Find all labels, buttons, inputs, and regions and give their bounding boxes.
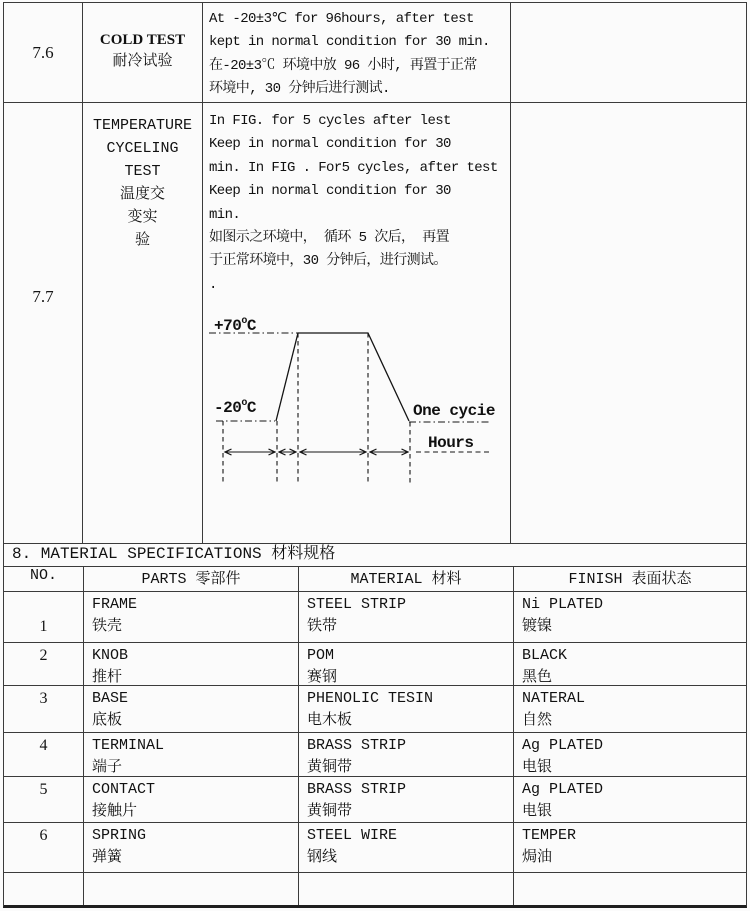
desc-line: 环境中, 30 分钟后进行测试.	[209, 81, 390, 98]
cell-material	[299, 823, 514, 872]
part-cn: 铁壳	[92, 618, 123, 635]
low-temp-label: -20$^o$C	[214, 398, 256, 417]
test-name-line: CYCELING	[106, 140, 179, 157]
material-cn: 电木板	[307, 712, 353, 729]
header-finish: FINISH 表面状态	[568, 571, 692, 588]
part-cn: 弹簧	[92, 849, 123, 866]
test-number: 7.7	[32, 287, 54, 306]
cell-no: 6	[4, 823, 84, 872]
desc-line: Keep in normal condition for 30	[209, 183, 451, 200]
finish-cn: 黑色	[522, 669, 553, 686]
cell-no: 5	[4, 777, 84, 822]
material-cn: 钢线	[307, 849, 338, 866]
header-parts: PARTS 零部件	[84, 567, 299, 591]
cell-finish	[514, 592, 746, 642]
finish-en: NATERAL	[522, 690, 586, 707]
cell-blank	[4, 873, 84, 905]
cell-material	[299, 592, 514, 642]
temperature-cycle-diagram	[203, 293, 510, 493]
test-conditions-table	[3, 2, 747, 544]
table-row-contact	[4, 777, 746, 823]
cell-no: 3	[4, 686, 84, 732]
cell-no: 2	[4, 643, 84, 685]
table-row-temperature-cycling-test	[4, 103, 746, 543]
material-en: BRASS STRIP	[307, 781, 407, 798]
desc-line: min.	[209, 206, 241, 223]
test-name-line: 变实	[127, 209, 158, 226]
cell-finish	[514, 733, 746, 776]
cell-blank	[514, 873, 746, 905]
part-en: SPRING	[92, 827, 147, 844]
header-material: MATERIAL 材料	[299, 567, 514, 591]
desc-line: Keep in normal condition for 30	[209, 136, 451, 153]
part-en: KNOB	[92, 647, 129, 664]
finish-en: Ag PLATED	[522, 781, 604, 798]
cell-finish	[514, 777, 746, 822]
test-name-line: 耐冷试验	[112, 53, 173, 70]
material-cn: 赛钢	[307, 669, 338, 686]
cell-material	[299, 643, 514, 685]
cell-material	[299, 686, 514, 732]
material-cn: 铁带	[307, 618, 338, 635]
part-en: BASE	[92, 690, 129, 707]
material-cn: 黄铜带	[307, 759, 353, 776]
material-en: BRASS STRIP	[307, 737, 407, 754]
finish-en: Ni PLATED	[522, 596, 604, 613]
cell-test-description	[203, 103, 511, 543]
test-name-line: COLD TEST	[99, 32, 186, 48]
cell-test-description	[203, 3, 511, 102]
header-no: NO.	[4, 567, 84, 591]
test-name-line: TEST	[124, 163, 161, 180]
test-name-line: 温度交	[119, 186, 165, 203]
part-en: CONTACT	[92, 781, 156, 798]
desc-line: At -20±3℃ for 96hours, after test	[209, 11, 474, 27]
desc-line: .	[209, 276, 217, 293]
test-description	[203, 3, 510, 102]
finish-en: BLACK	[522, 647, 568, 664]
cell-test-number	[4, 103, 83, 543]
finish-cn: 电银	[522, 803, 553, 820]
part-en: FRAME	[92, 596, 138, 613]
desc-line: In FIG. for 5 cycles after lest	[209, 113, 451, 129]
part-cn: 端子	[92, 759, 123, 776]
part-cn: 推杆	[92, 669, 123, 686]
cell-blank	[511, 3, 746, 102]
cell-part	[84, 686, 299, 732]
material-en: STEEL STRIP	[307, 596, 407, 613]
high-temp-label: $+70^oC$	[214, 316, 256, 335]
cell-test-name	[83, 3, 203, 102]
cell-no: 4	[4, 733, 84, 776]
test-name-line: 验	[134, 232, 150, 249]
cell-no: 1	[4, 592, 84, 642]
table-row-knob	[4, 643, 746, 686]
desc-line: 在-20±3℃ 环境中放 96 小时, 再置于正常	[209, 57, 477, 74]
test-description	[203, 103, 510, 297]
test-number: 7.6	[32, 42, 54, 62]
cell-part	[84, 777, 299, 822]
finish-cn: 自然	[522, 712, 553, 729]
desc-line: kept in normal condition for 30 min.	[209, 34, 490, 51]
cell-finish	[514, 643, 746, 685]
cell-test-name	[83, 103, 203, 543]
cell-blank	[511, 103, 746, 543]
table-row-cold-test	[4, 3, 746, 103]
table-row-terminal	[4, 733, 746, 777]
cell-part	[84, 592, 299, 642]
material-en: POM	[307, 647, 335, 664]
material-en: STEEL WIRE	[307, 827, 398, 844]
material-specifications-table	[3, 567, 747, 908]
material-specifications-title: 8. MATERIAL SPECIFICATIONS 材料规格	[3, 544, 747, 567]
table-row-frame	[4, 592, 746, 643]
part-cn: 底板	[92, 712, 123, 729]
finish-en: Ag PLATED	[522, 737, 604, 754]
material-cn: 黄铜带	[307, 803, 353, 820]
cell-part	[84, 643, 299, 685]
table-row-base	[4, 686, 746, 733]
cell-part	[84, 823, 299, 872]
cell-finish	[514, 823, 746, 872]
cell-blank	[84, 873, 299, 905]
cell-finish	[514, 686, 746, 732]
finish-cn: 镀镍	[522, 618, 553, 635]
material-en: PHENOLIC TESIN	[307, 690, 434, 707]
cell-part	[84, 733, 299, 776]
table-row-spring	[4, 823, 746, 873]
test-name-line: TEMPERATURE	[92, 117, 193, 134]
desc-line: 如图示之环境中， 循环 5 次后， 再置	[209, 230, 450, 247]
one-cycle-label: One cycie	[413, 402, 495, 420]
hours-label: Hours	[428, 434, 474, 452]
desc-line: 于正常环境中，30 分钟后，进行测试。	[209, 253, 447, 270]
desc-line: min. In FIG . For5 cycles, after test	[209, 159, 498, 176]
temperature-profile-line	[276, 333, 409, 421]
cell-material	[299, 777, 514, 822]
cell-blank	[299, 873, 514, 905]
finish-en: TEMPER	[522, 827, 577, 844]
finish-cn: 电银	[522, 759, 553, 776]
table-row-empty	[4, 873, 746, 905]
part-en: TERMINAL	[92, 737, 165, 754]
cell-material	[299, 733, 514, 776]
part-cn: 接触片	[92, 803, 138, 820]
material-table-header	[4, 567, 746, 592]
finish-cn: 焗油	[522, 849, 553, 866]
cell-test-number	[4, 3, 83, 102]
